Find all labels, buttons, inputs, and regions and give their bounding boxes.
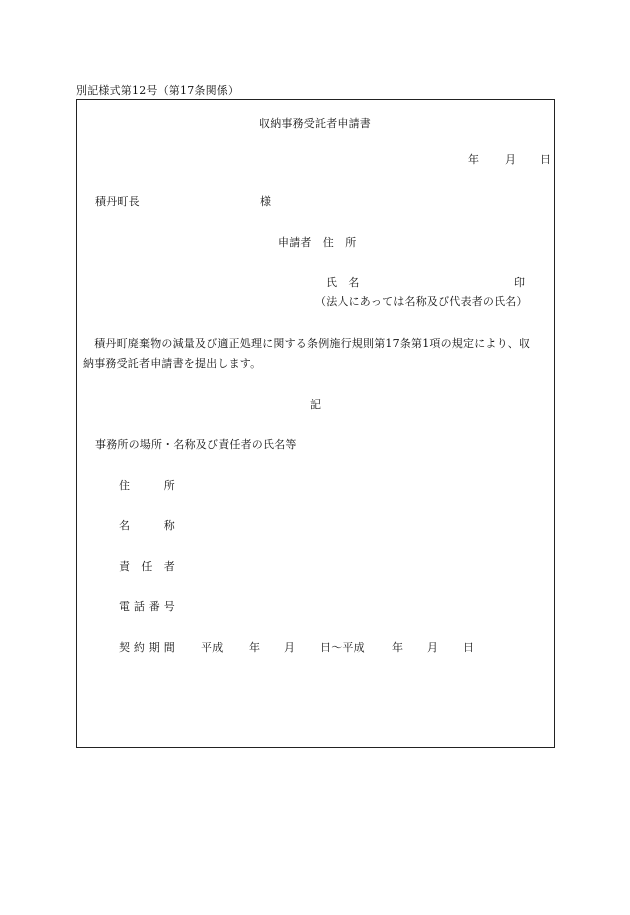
field-name-label: 名 称 — [119, 519, 175, 532]
applicant-address-label: 申請者 住 所 — [278, 236, 357, 249]
date-month-label: 月 — [505, 153, 517, 166]
field-address-label: 住 所 — [119, 479, 175, 492]
date-day-label: 日 — [540, 153, 552, 166]
body-text-line-2: 納事務受託者申請書を提出します。 — [83, 357, 262, 370]
contract-end-month: 月 — [427, 641, 439, 654]
contract-start-era: 平成 — [201, 641, 224, 654]
corporation-note: （法人にあっては名称及び代表者の氏名） — [315, 295, 528, 308]
form-reference-number: 別記様式第12号（第17条関係） — [76, 84, 240, 97]
seal-mark-label: 印 — [514, 276, 526, 289]
section-heading: 事務所の場所・名称及び責任者の氏名等 — [95, 438, 297, 451]
form-title: 収納事務受託者申請書 — [259, 117, 371, 130]
ki-heading: 記 — [310, 398, 322, 411]
contract-start-day-and-end-era: 日～平成 — [320, 641, 365, 654]
contract-start-month: 月 — [284, 641, 296, 654]
field-contract-period-label: 契 約 期 間 — [119, 641, 175, 654]
contract-end-day: 日 — [463, 641, 475, 654]
field-manager-label: 責 任 者 — [119, 560, 175, 573]
contract-end-year: 年 — [392, 641, 404, 654]
field-phone-label: 電 話 番 号 — [119, 600, 175, 613]
date-year-label: 年 — [468, 153, 480, 166]
body-text-line-1: 積丹町廃棄物の減量及び適正処理に関する条例施行規則第17条第1項の規定により、収 — [83, 337, 531, 350]
applicant-name-label: 氏 名 — [326, 276, 360, 289]
contract-start-year: 年 — [249, 641, 261, 654]
addressee-honorific: 様 — [260, 195, 272, 208]
addressee-name: 積丹町長 — [95, 195, 140, 208]
